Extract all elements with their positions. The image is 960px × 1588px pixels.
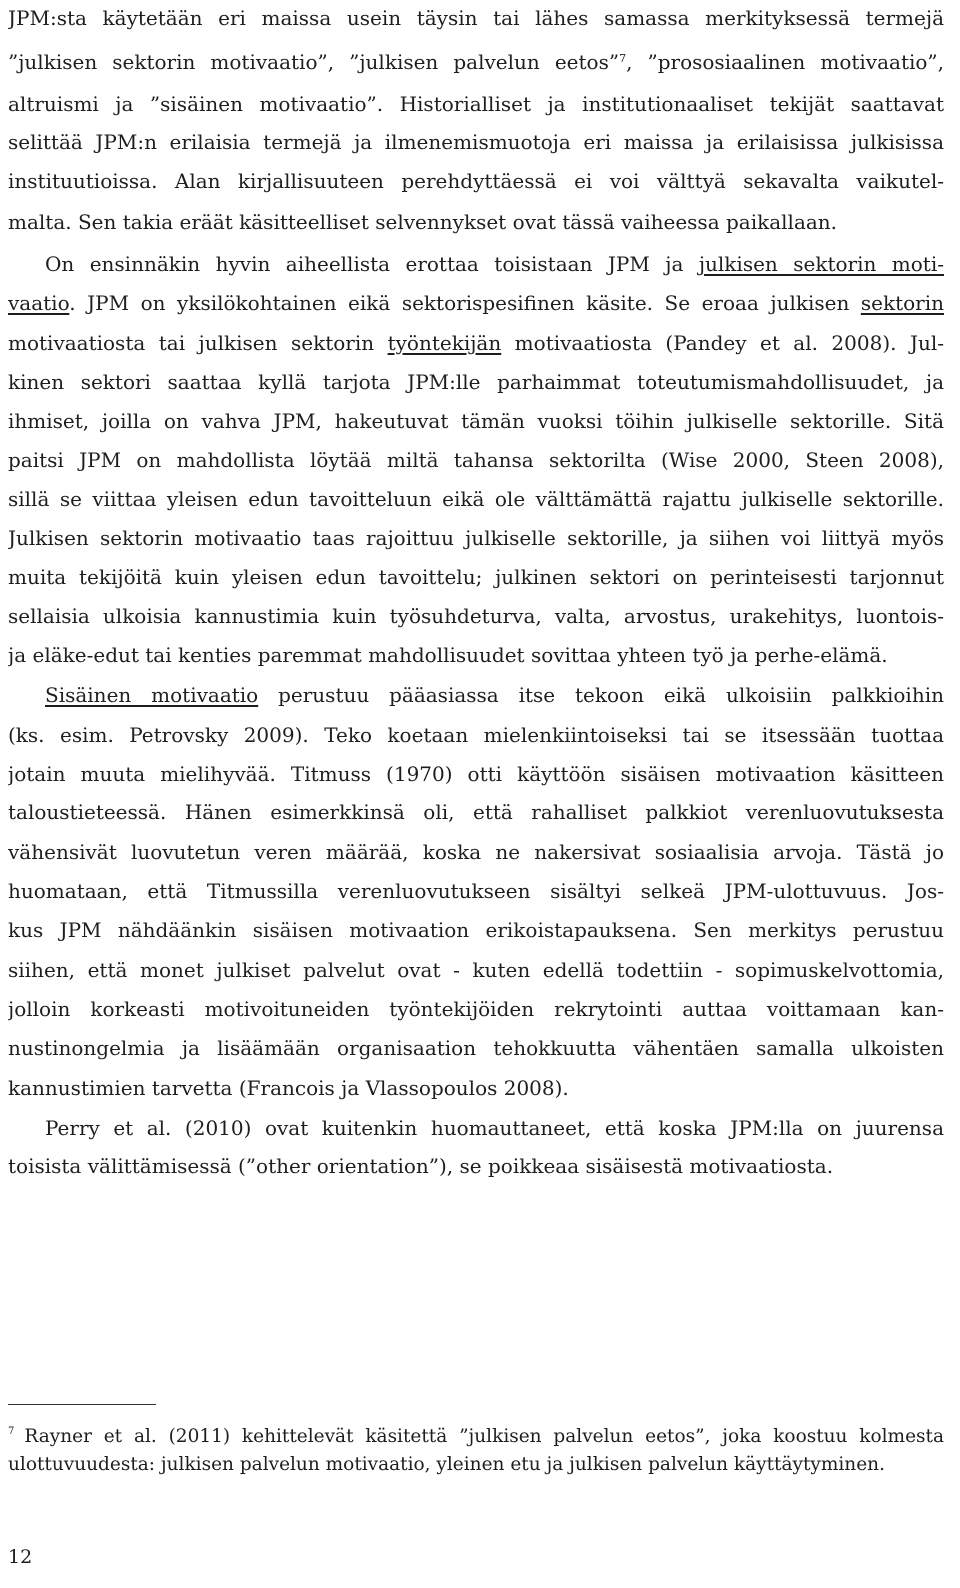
text-line [8, 250, 944, 278]
text-segment: siihen, että monet julkiset palvelut ovat - kuten edellä todettiin - sopimuskelvottomia, [8, 958, 944, 982]
text-line [8, 641, 944, 669]
footnote-reference: 7 [619, 52, 627, 65]
text-line [8, 681, 944, 709]
footnote-text: ulottuvuudesta: julkisen palvelun motivaatio, yleinen etu ja julkisen palvelun käyttäytyminen. [8, 1454, 885, 1475]
text-segment: kannustimien tarvetta (Francois ja Vlassopoulos 2008). [8, 1076, 569, 1100]
text-line [8, 90, 944, 118]
text-segment: (ks. esim. Petrovsky 2009). Teko koetaan mielenkiintoiseksi tai se itsessään tuottaa [8, 723, 944, 747]
text-segment: instituutioissa. Alan kirjallisuuteen perehdyttäessä ei voi välttyä sekavalta vaikutel- [8, 169, 944, 193]
text-segment: kinen sektori saattaa kyllä tarjota JPM:lle parhaimmat toteutumismahdollisuudet, ja [8, 370, 944, 394]
text-segment: huomataan, että Titmussilla verenluovutukseen sisältyi selkeä JPM-ulottuvuus. Jos- [8, 879, 944, 903]
text-line [8, 524, 944, 552]
text-segment: vähensivät luovutetun veren määrää, koska ne nakersivat sosiaalisia arvoja. Tästä jo [8, 840, 944, 864]
text-segment: sillä se viittaa yleisen edun tavoitteluun eikä ole välttämättä rajattu julkiselle sektorille. [8, 487, 944, 511]
underlined-term: työntekijän [387, 331, 502, 355]
text-line [8, 446, 944, 474]
text-segment: Julkisen sektorin motivaatio taas rajoittuu julkiselle sektorille, ja siihen voi liittyä myös [8, 526, 944, 550]
text-segment: jolloin korkeasti motivoituneiden työntekijöiden rekrytointi auttaa voittamaan kan- [8, 997, 944, 1021]
text-segment: toisista välittämisessä (”other orientation”), se poikkeaa sisäisestä motivaatiosta. [8, 1154, 834, 1178]
text-line [8, 485, 944, 513]
text-segment: taloustieteessä. Hänen esimerkkinsä oli, että rahalliset palkkiot verenluovutuksesta [8, 800, 944, 824]
footnote-line [8, 1424, 944, 1450]
text-segment: ja eläke-edut tai kenties paremmat mahdollisuudet sovittaa yhteen työ ja perhe-elämä. [8, 643, 888, 667]
text-segment: . JPM on yksilökohtainen eikä sektorispesifinen käsite. Se eroaa julkisen [69, 291, 861, 315]
text-line [8, 798, 944, 826]
text-segment: motivaatiosta tai julkisen sektorin [8, 331, 388, 355]
text-segment: Perry et al. (2010) ovat kuitenkin huomauttaneet, että koska JPM:lla on juurensa [45, 1116, 944, 1140]
text-line [8, 289, 944, 317]
text-segment: On ensinnäkin hyvin aiheellista erottaa toisistaan JPM ja [45, 252, 699, 276]
text-line [8, 838, 944, 866]
text-segment: altruismi ja ”sisäinen motivaatio”. Historialliset ja institutionaaliset tekijät saattavat [8, 92, 944, 116]
text-line [8, 208, 944, 236]
text-line [8, 1114, 944, 1142]
underlined-term: sektorin [860, 291, 944, 315]
text-segment: ”julkisen sektorin motivaatio”, ”julkisen palvelun eetos” [8, 50, 620, 74]
footnote-text: Rayner et al. (2011) kehittelevät käsitettä ”julkisen palvelun eetos”, joka koostuu kolmesta [24, 1426, 944, 1447]
underlined-term: Sisäinen motivaatio [45, 683, 259, 707]
text-segment: JPM:sta käytetään eri maissa usein täysin tai lähes samassa merkityksessä termejä [8, 6, 944, 30]
text-line [8, 956, 944, 984]
footnote-separator [8, 1404, 156, 1405]
text-line [8, 721, 944, 749]
text-segment: sellaisia ulkoisia kannustimia kuin työsuhdeturva, valta, arvostus, urakehitys, luontois- [8, 604, 944, 628]
text-line [8, 602, 944, 630]
footnote-marker: 7 [8, 1426, 15, 1437]
text-line [8, 167, 944, 195]
text-line [8, 128, 944, 156]
text-line [8, 563, 944, 591]
text-line [8, 368, 944, 396]
text-segment: , ”prososiaalinen motivaatio”, [626, 50, 944, 74]
text-segment: selittää JPM:n erilaisia termejä ja ilmenemismuotoja eri maissa ja erilaisissa julkisissa [8, 130, 944, 154]
text-segment: muita tekijöitä kuin yleisen edun tavoittelu; julkinen sektori on perinteisesti tarjonnut [8, 565, 944, 589]
text-line [8, 916, 944, 944]
text-line [8, 48, 944, 76]
text-segment: paitsi JPM on mahdollista löytää miltä tahansa sektorilta (Wise 2000, Steen 2008), [8, 448, 944, 472]
text-line [8, 760, 944, 788]
text-line [8, 329, 944, 357]
footnote-line [8, 1452, 944, 1478]
text-line [8, 1034, 944, 1062]
text-segment: jotain muuta mielihyvää. Titmuss (1970) otti käyttöön sisäisen motivaation käsitteen [8, 762, 944, 786]
text-segment: ihmiset, joilla on vahva JPM, hakeutuvat tämän vuoksi töihin julkiselle sektorille. Sitä [8, 409, 944, 433]
text-line [8, 1074, 944, 1102]
text-segment: kus JPM nähdäänkin sisäisen motivaation erikoistapauksena. Sen merkitys perustuu [8, 918, 944, 942]
text-line [8, 995, 944, 1023]
text-segment: nustinongelmia ja lisäämään organisaation tehokkuutta vähentäen samalla ulkoisten [8, 1036, 944, 1060]
text-segment: perustuu pääasiassa itse tekoon eikä ulkoisiin palkkioihin [258, 683, 944, 707]
text-segment: motivaatiosta (Pandey et al. 2008). Jul- [501, 331, 944, 355]
text-line [8, 877, 944, 905]
text-segment: malta. Sen takia eräät käsitteelliset selvennykset ovat tässä vaiheessa paikallaan. [8, 210, 838, 234]
text-line [8, 1152, 944, 1180]
underlined-term: julkisen sektorin moti- [698, 252, 944, 276]
text-line [8, 407, 944, 435]
text-line [8, 4, 944, 32]
page-number: 12 [8, 1546, 33, 1568]
underlined-term: vaatio [8, 291, 70, 315]
